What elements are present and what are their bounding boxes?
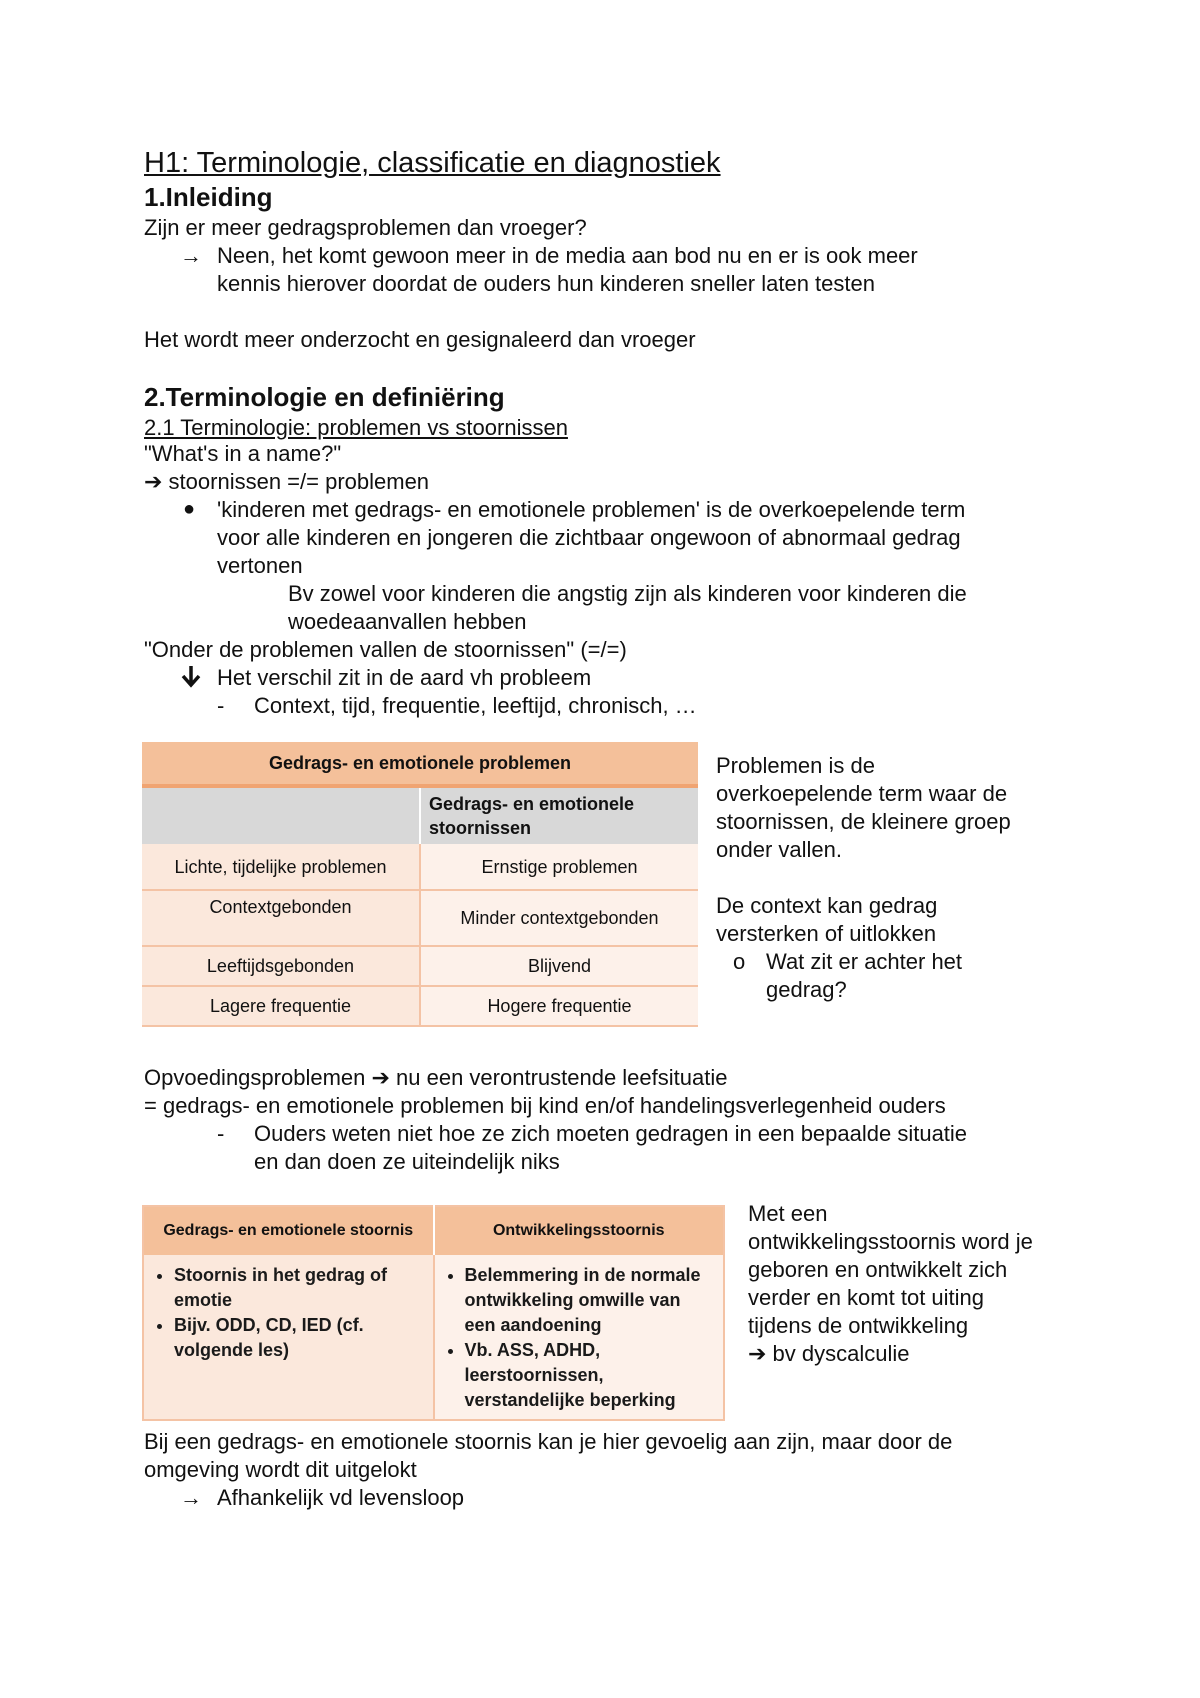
side1-line: De context kan gedrag bbox=[716, 893, 938, 918]
question-text: Zijn er meer gedragsproblemen dan vroeger? bbox=[144, 215, 587, 240]
dash-icon: - bbox=[217, 693, 225, 718]
side1-line: stoornissen, de kleinere groep bbox=[716, 809, 1011, 834]
bullet-line-2: voor alle kinderen en jongeren die zichtbaar ongewoon of abnormaal gedrag bbox=[217, 525, 961, 550]
remark-text: Het wordt meer onderzocht en gesignaleerd dan vroeger bbox=[144, 327, 696, 352]
side1-line: versterken of uitlokken bbox=[716, 921, 937, 946]
table1-header: Gedrags- en emotionele problemen bbox=[142, 742, 698, 786]
opvoeding-dash-line-2: en dan doen ze uiteindelijk niks bbox=[254, 1149, 560, 1174]
table1-subheader-right: Gedrags- en emotionele stoornissen bbox=[420, 786, 698, 844]
side1-line: onder vallen. bbox=[716, 837, 842, 862]
bullet-line-3: vertonen bbox=[217, 553, 303, 578]
answer-line-2: kennis hierover doordat de ouders hun kinderen sneller laten testen bbox=[217, 271, 875, 296]
down-line: Het verschil zit in de aard vh probleem bbox=[217, 665, 592, 690]
table2-right-cell bbox=[434, 1255, 725, 1420]
closing-line-2: omgeving wordt dit uitgelokt bbox=[144, 1457, 417, 1482]
side-note-1 bbox=[716, 752, 1011, 1004]
table1-cell: Leeftijdsgebonden bbox=[142, 946, 420, 986]
arrow-line: ➔ stoornissen =/= problemen bbox=[144, 469, 430, 494]
opvoeding-line-1: Opvoedingsproblemen ➔ nu een verontrustende leefsituatie bbox=[144, 1065, 728, 1090]
stoornis-comparison-table bbox=[142, 1205, 725, 1421]
closing-line-1: Bij een gedrags- en emotionele stoornis kan je hier gevoelig aan zijn, maar door de bbox=[144, 1429, 953, 1454]
section-heading-inleiding: 1.Inleiding bbox=[144, 182, 273, 212]
table1-cell: Lichte, tijdelijke problemen bbox=[142, 844, 420, 890]
table1-cell: Lagere frequentie bbox=[142, 986, 420, 1026]
table2-left-item: • Stoornis in het gedrag of emotie bbox=[174, 1263, 425, 1313]
table2-left-item: • Bijv. ODD, CD, IED (cf. volgende les) bbox=[174, 1313, 425, 1363]
opvoeding-dash-line-1: Ouders weten niet hoe ze zich moeten gedragen in een bepaalde situatie bbox=[254, 1121, 968, 1146]
side-note-2 bbox=[748, 1200, 1033, 1368]
arrow-icon: → bbox=[180, 1485, 202, 1510]
dash-line: Context, tijd, frequentie, leeftijd, chronisch, … bbox=[254, 693, 697, 718]
bullet-line-1: 'kinderen met gedrags- en emotionele problemen' is de overkoepelende term bbox=[217, 497, 966, 522]
dash-icon: - bbox=[217, 1121, 225, 1146]
opvoeding-line-2: = gedrags- en emotionele problemen bij kind en/of handelingsverlegenheid ouders bbox=[144, 1093, 946, 1118]
arrow-down-icon bbox=[180, 664, 202, 695]
circle-bullet-icon: o bbox=[733, 949, 746, 974]
page-title: H1: Terminologie, classificatie en diagnostiek bbox=[144, 147, 721, 179]
side2-line: verder en komt tot uiting bbox=[748, 1285, 985, 1310]
subheading: 2.1 Terminologie: problemen vs stoornissen bbox=[144, 415, 568, 440]
arrow-icon: → bbox=[180, 243, 202, 268]
table1-cell: Blijvend bbox=[420, 946, 698, 986]
table2-header-right: Ontwikkelingsstoornis bbox=[434, 1206, 725, 1255]
quote-2: "Onder de problemen vallen de stoornissen" (=/=) bbox=[144, 637, 627, 662]
side2-line: tijdens de ontwikkeling bbox=[748, 1313, 969, 1338]
table2-left-cell bbox=[143, 1255, 434, 1420]
table2-right-item: • Belemmering in de normale ontwikkeling omwille van een aandoening bbox=[465, 1263, 716, 1338]
table1-cell: Ernstige problemen bbox=[420, 844, 698, 890]
table2-right-item: • Vb. ASS, ADHD, leerstoornissen, verstandelijke beperking bbox=[465, 1338, 716, 1413]
example-line-2: woedeaanvallen hebben bbox=[288, 609, 527, 634]
side2-line: ontwikkelingsstoornis word je bbox=[748, 1229, 1033, 1254]
answer-line-1: Neen, het komt gewoon meer in de media aan bod nu en er is ook meer bbox=[217, 243, 918, 268]
side2-line: geboren en ontwikkelt zich bbox=[748, 1257, 1008, 1282]
side2-line: ➔ bv dyscalculie bbox=[748, 1341, 910, 1366]
quote-text: "What's in a name?" bbox=[144, 441, 342, 466]
section-heading-terminologie: 2.Terminologie en definiëring bbox=[144, 382, 505, 412]
side1-line: Problemen is de bbox=[716, 753, 875, 778]
problems-vs-disorders-table bbox=[142, 742, 698, 1027]
table1-cell: Hogere frequentie bbox=[420, 986, 698, 1026]
example-line-1: Bv zowel voor kinderen die angstig zijn als kinderen voor kinderen die bbox=[288, 581, 967, 606]
side1-bullet-line: gedrag? bbox=[766, 977, 847, 1002]
side1-bullet-line: Wat zit er achter het bbox=[766, 949, 963, 974]
closing-arrow-line: Afhankelijk vd levensloop bbox=[217, 1485, 465, 1510]
table1-cell: Contextgebonden bbox=[142, 890, 420, 946]
table2-header-left: Gedrags- en emotionele stoornis bbox=[143, 1206, 434, 1255]
side1-line: overkoepelende term waar de bbox=[716, 781, 1008, 806]
table1-cell: Minder contextgebonden bbox=[420, 890, 698, 946]
bullet-icon: ● bbox=[183, 498, 196, 520]
side2-line: Met een bbox=[748, 1201, 828, 1226]
table1-subheader-left bbox=[142, 786, 420, 844]
